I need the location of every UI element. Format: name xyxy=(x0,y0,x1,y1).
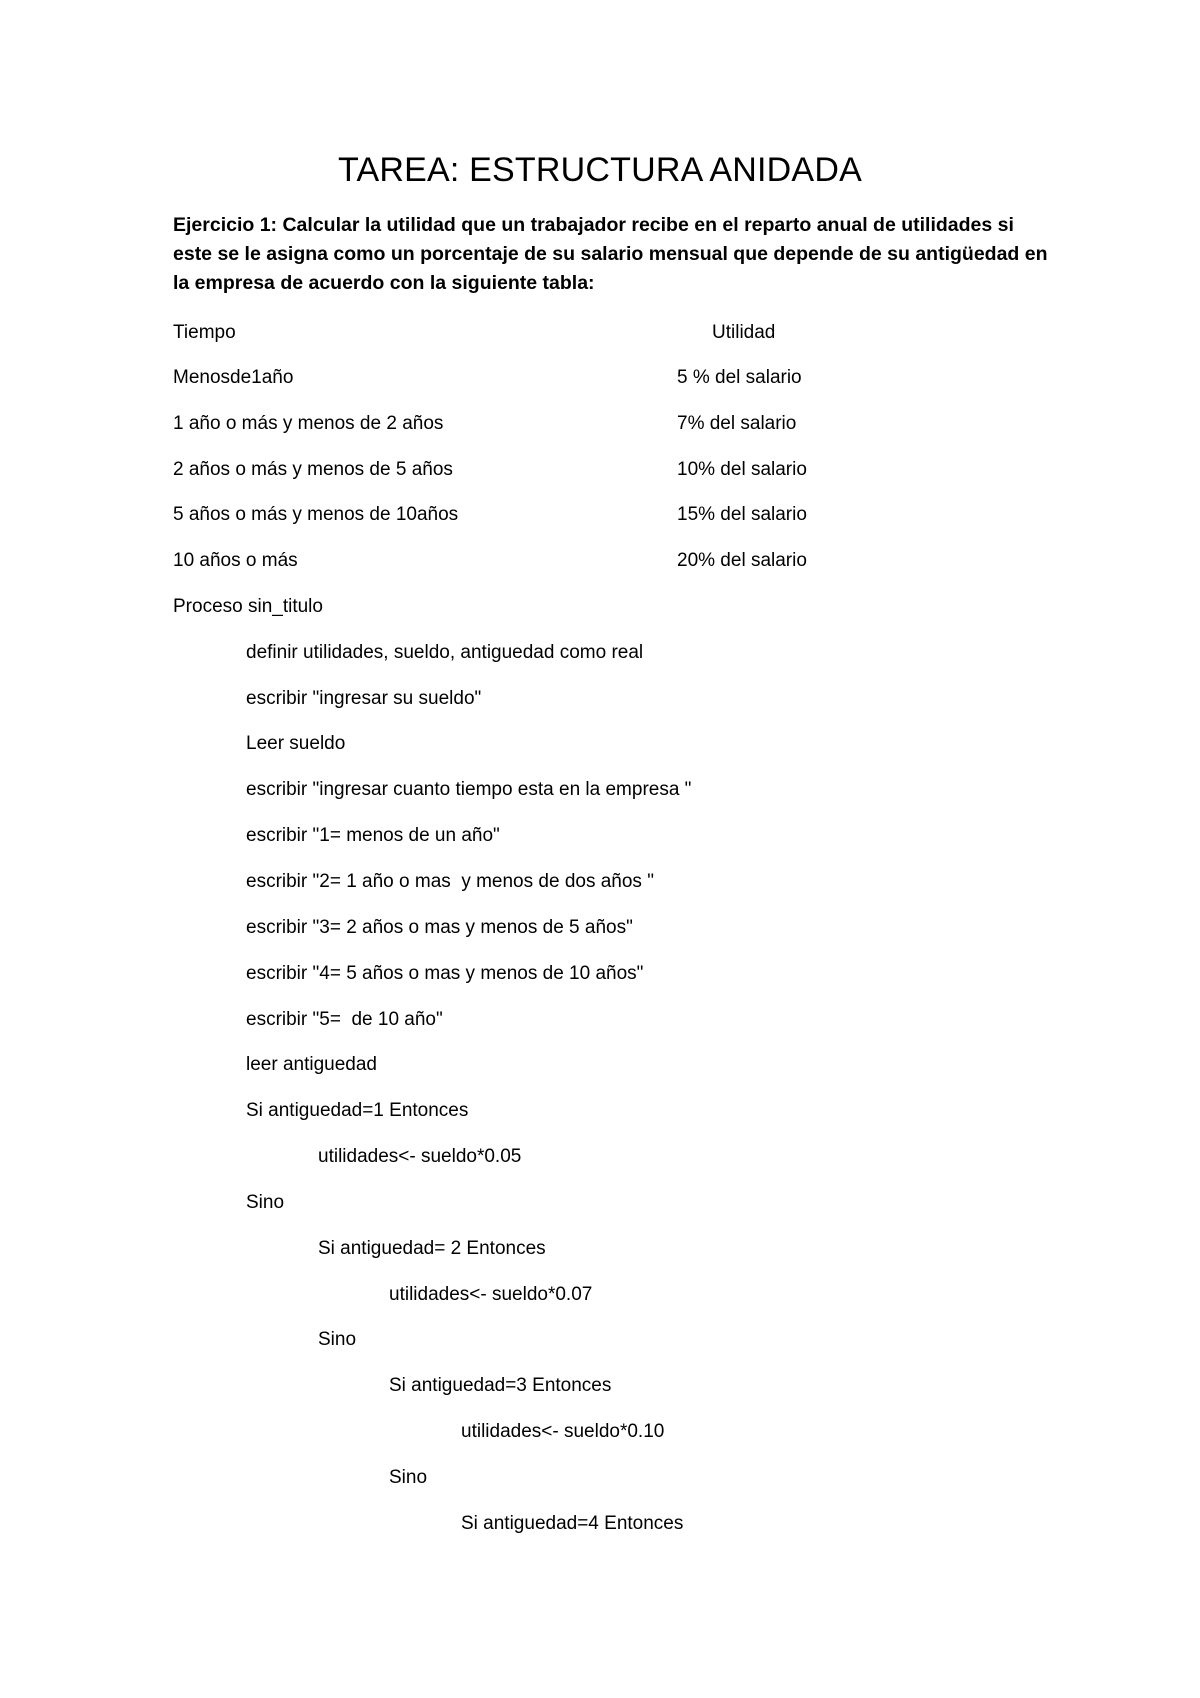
table-cell-utilidad: 20% del salario xyxy=(677,550,807,571)
table-header-utilidad: Utilidad xyxy=(712,322,776,343)
code-line: utilidades<- sueldo*0.05 xyxy=(318,1146,522,1167)
table-row xyxy=(0,409,1200,439)
table-header-tiempo: Tiempo xyxy=(173,322,236,343)
code-line: Si antiguedad=3 Entonces xyxy=(389,1375,612,1396)
table-cell-utilidad: 5 % del salario xyxy=(677,367,802,388)
table-cell-utilidad: 10% del salario xyxy=(677,459,807,480)
code-line: utilidades<- sueldo*0.07 xyxy=(389,1284,593,1305)
code-line: definir utilidades, sueldo, antiguedad como real xyxy=(246,642,644,663)
code-line: escribir "ingresar su sueldo" xyxy=(246,688,482,709)
code-line: Si antiguedad=1 Entonces xyxy=(246,1100,469,1121)
code-line: Si antiguedad= 2 Entonces xyxy=(318,1238,546,1259)
table-cell-tiempo: 2 años o más y menos de 5 años xyxy=(173,459,453,480)
table-cell-tiempo: 10 años o más xyxy=(173,550,298,571)
table-cell-tiempo: 1 año o más y menos de 2 años xyxy=(173,413,444,434)
table-row xyxy=(0,363,1200,393)
code-line: escribir "2= 1 año o mas y menos de dos años " xyxy=(246,871,654,892)
code-line: escribir "4= 5 años o mas y menos de 10 años" xyxy=(246,963,644,984)
code-line: Proceso sin_titulo xyxy=(173,596,323,617)
code-line: Sino xyxy=(318,1329,357,1350)
code-line: Sino xyxy=(389,1467,428,1488)
table-cell-utilidad: 15% del salario xyxy=(677,504,807,525)
table-cell-tiempo: Menosde1año xyxy=(173,367,294,388)
table-row xyxy=(0,546,1200,576)
code-line: escribir "1= menos de un año" xyxy=(246,825,500,846)
exercise-statement-text: Ejercicio 1: Calcular la utilidad que un trabajador recibe en el reparto anual de utilidades si este se le asigna como un porcentaje de su salario mensual que depende de su antigüedad en la empresa de acuerdo con la siguiente tabla: xyxy=(173,214,1048,294)
page-title: TAREA: ESTRUCTURA ANIDADA xyxy=(338,151,862,189)
table-header-row xyxy=(0,318,1200,348)
code-line: utilidades<- sueldo*0.10 xyxy=(461,1421,665,1442)
code-line: escribir "5= de 10 año" xyxy=(246,1009,443,1030)
table-cell-tiempo: 5 años o más y menos de 10años xyxy=(173,504,459,525)
code-line: Si antiguedad=4 Entonces xyxy=(461,1513,684,1534)
table-row xyxy=(0,455,1200,485)
code-line: Sino xyxy=(246,1192,285,1213)
exercise-statement xyxy=(173,211,1053,298)
code-line: Leer sueldo xyxy=(246,733,346,754)
table-row xyxy=(0,500,1200,530)
code-line: escribir "ingresar cuanto tiempo esta en la empresa " xyxy=(246,779,692,800)
code-line: escribir "3= 2 años o mas y menos de 5 años" xyxy=(246,917,633,938)
table-cell-utilidad: 7% del salario xyxy=(677,413,797,434)
code-line: leer antiguedad xyxy=(246,1054,377,1075)
